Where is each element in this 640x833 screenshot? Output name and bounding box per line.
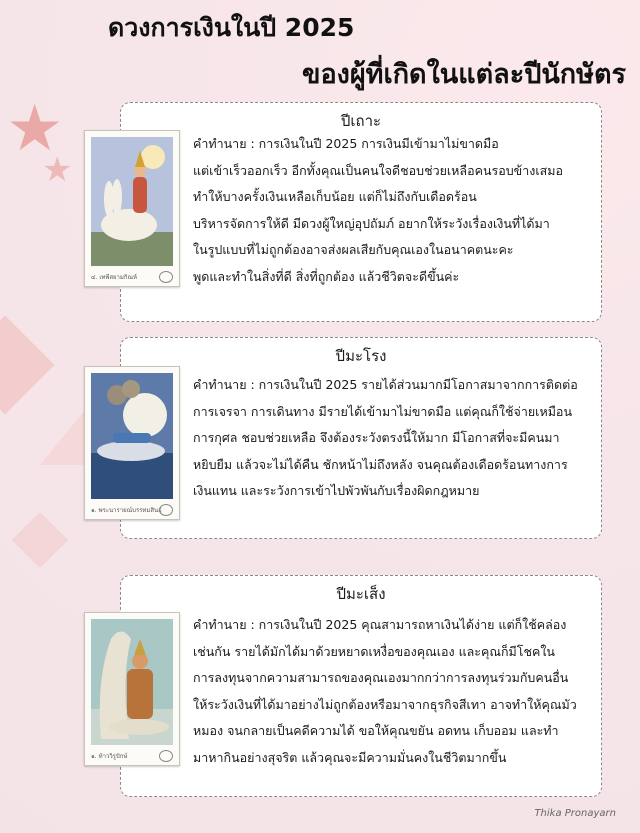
- body-line: ทำให้บางครั้งเงินเหลือเก็บน้อย แต่ก็ไม่ถึงกับเดือดร้อน: [193, 189, 477, 204]
- body-line: คำทำนาย : การเงินในปี 2025 คุณสามารถหาเงินได้ง่าย แต่ก็ใช้คล่อง: [193, 617, 567, 632]
- diamond-decoration: [0, 316, 54, 415]
- body-line: ให้ระวังเงินที่ได้มาอย่างไม่ถูกต้องหรือมาจากธุรกิจสีเทา อาจทำให้คุณมัว: [193, 696, 577, 712]
- tarot-illustration: [91, 137, 173, 266]
- seal-icon: [159, 504, 173, 516]
- body-line: แต่เข้าเร็วออกเร็ว อีกทั้งคุณเป็นคนใจดีชอบช่วยเหลือคนรอบข้างเสมอ: [193, 162, 563, 178]
- body-line: การเจรจา การเดินทาง มีรายได้เข้ามาไม่ขาดมือ แต่คุณก็ใช้จ่ายเหมือน: [193, 403, 572, 419]
- body-line: การลงทุนจากความสามารถของคุณเองมากกว่าการลงทุนร่วมกับคนอื่น: [193, 670, 569, 685]
- section-card: [120, 337, 602, 539]
- body-line: คำทำนาย : การเงินในปี 2025 รายได้ส่วนมากมีโอกาสมาจากการติดต่อ: [193, 377, 578, 392]
- body-line: การกุศล ชอบช่วยเหลือ จึงต้องระวังตรงนี้ให้มาก มีโอกาสที่จะมีคนมา: [193, 430, 560, 445]
- section-body: [193, 372, 591, 505]
- page-title: ดวงการเงินในปี 2025: [108, 13, 355, 42]
- section-title: ปีเถาะ: [340, 112, 382, 130]
- star-decoration-icon: ★: [6, 92, 64, 166]
- body-line: เงินแทน และระวังการเข้าไปพัวพันกับเรื่องผิดกฎหมาย: [193, 483, 480, 498]
- card-caption: ๑. ท้าววิรูปักษ์: [91, 753, 128, 760]
- tarot-card-image: [84, 612, 180, 766]
- tarot-illustration: [91, 619, 173, 745]
- body-line: มาหากินอย่างสุจริต แล้วคุณจะมีความมั่นคงในชีวิตมากขึ้น: [193, 749, 507, 765]
- section-title: ปีมะโรง: [335, 347, 387, 365]
- section-title: ปีมะเส็ง: [336, 585, 386, 603]
- card-caption: ๑. พระนารายณ์บรรทมสินธุ์: [91, 507, 162, 514]
- section-body: [193, 612, 591, 771]
- section-card: [120, 575, 602, 797]
- author-credit: Thika Pronayarn: [534, 808, 616, 819]
- body-line: บริหารจัดการให้ดี มีดวงผู้ใหญ่อุปถัมภ์ อยากให้ระวังเรื่องเงินที่ได้มา: [193, 215, 550, 231]
- section-card: [120, 102, 602, 322]
- body-line: เช่นกัน รายได้มักได้มาด้วยหยาดเหงื่อของคุณเอง และคุณก็มีโชคใน: [193, 643, 555, 659]
- body-line: ในรูปแบบที่ไม่ถูกต้องอาจส่งผลเสียกับคุณเองในอนาคตนะคะ: [193, 242, 514, 257]
- section-body: [193, 131, 591, 290]
- tarot-illustration: [91, 373, 173, 499]
- seal-icon: [159, 271, 173, 283]
- page-subtitle: ของผู้ที่เกิดในแต่ละปีนักษัตร: [302, 59, 626, 90]
- card-caption: ๔. เทพีสยามกิณห์: [91, 274, 137, 281]
- star-decoration-icon: ★: [42, 150, 73, 190]
- body-line: หมอง จนกลายเป็นคดีความได้ ขอให้คุณขยัน อดทน เก็บออม และทำ: [193, 723, 559, 738]
- body-line: คำทำนาย : การเงินในปี 2025 การเงินมีเข้ามาไม่ขาดมือ: [193, 136, 499, 151]
- body-line: พูดและทำในสิ่งที่ดี สิ่งที่ถูกต้อง แล้วชีวิตจะดีขึ้นค่ะ: [193, 268, 460, 284]
- seal-icon: [159, 750, 173, 762]
- body-line: หยิบยืม แล้วจะไม่ได้คืน ชักหน้าไม่ถึงหลัง จนคุณต้องเดือดร้อนทางการ: [193, 456, 568, 472]
- tarot-card-image: [84, 366, 180, 520]
- diamond-decoration: [12, 512, 69, 569]
- tarot-card-image: [84, 130, 180, 287]
